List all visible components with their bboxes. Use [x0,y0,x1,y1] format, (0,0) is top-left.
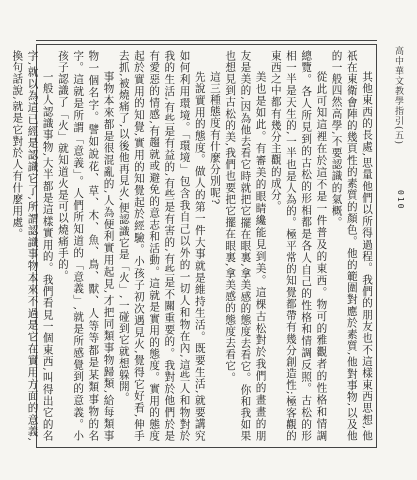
paragraph-3: 美也是如此。有審美的眼睛纔能見到美。這棵古松對於我們的畫畫的朋友是美的,因為他去看它時就把它擺在眼裏,拿美感的態度去看它。你和我如果也想見到古松的美,我們也要把它擺在眼裏,拿美感的態度去看它。 [224,50,267,442]
paragraph-7: 一般人認識事物,大半都是這樣實用的。我們看見一個東西,叫得出它的名字,就以為這已經是認識它了,所謂認識事物本來不過是它在實用方面的意義,換句話說,就是它對於人有什麼用處。 [11,50,54,442]
body-text [11,50,374,442]
running-header: 高中華文教學指引(五) [393,46,403,146]
paragraph-1: 其他東西的長處,思量他們以所得過程。我們的朋友也不這樣東西思想,他祇在東衛會陣的幾頁性的素質的顏色。他的範圍對應於素質,他對事物,以及他的一般四然高學,不要認識的氣概。 [330,50,373,442]
paragraph-4: 這三種態度有什麼分別呢? [208,71,221,206]
paragraph-2: 從此可知這裡在於這不是一件普及的東西。物可的雅觀者的性格和情調總覽。各人所見到的古松的形相都是各人自己的性格和情調反照。古松的形相一半是天生的,一半也是人為的。極平常的知覺都帶有幾分創造性;極客觀的東西之中都有幾分主觀的成分。 [269,50,328,442]
paragraph-5: 先說實用的態度。做人的第一件大事就是維持生活。既要生活,就要講究如何利用環境。「環境」包含我自己以外的一切人和物在內,這些人和物對於我的生活,有些是有益的,有些是有害的,有些是不關重要的。我對於他們於是有愛惡的情感,有趨就或避免的意志和活動。這就是實用的態度。實用的態度起於實用的知覺,實用的知覺起於經驗。小孩子初次遇見火,覺得它好看,伸手去抓,被燒痛了,以後他再見火,便認識它是「火」,一碰到它就想躲開。 [117,50,206,442]
header-rule [36,40,377,41]
paragraph-6: 事物本來都是很混亂的,人為便利實用起見,才把同類事物歸類,給每類事物一個名字。譬如說花、草、木、魚、鳥、獸、人等等都是某類事物的名字。這就是所謂「意義」。人們所知道的「意義」,就是所感覺到的意義。小孩子認識了「火」就知道火是可以燒痛手的。 [56,50,115,442]
page-number: 010 [396,190,405,211]
